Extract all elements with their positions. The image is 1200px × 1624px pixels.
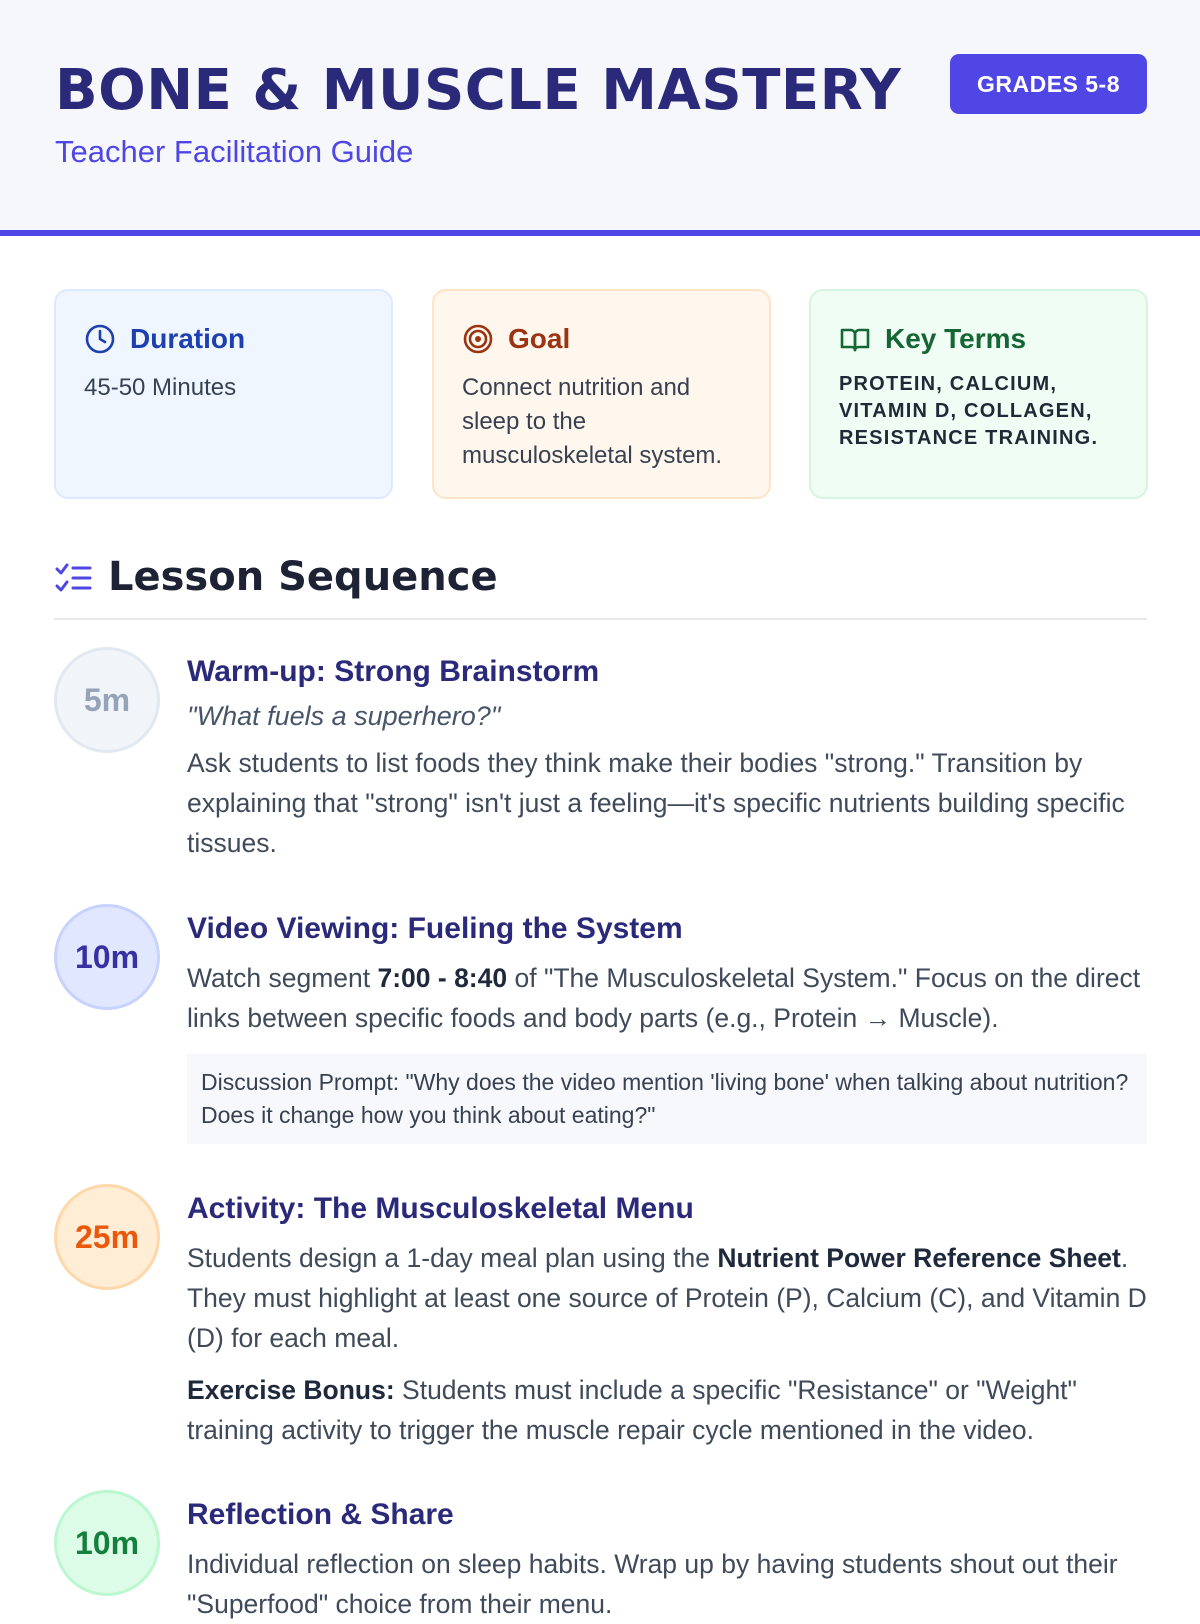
grade-badge: GRADES 5-8: [950, 54, 1147, 114]
key-terms-label: Key Terms: [885, 323, 1027, 354]
duration-label: Duration: [130, 323, 246, 354]
step-title: Video Viewing: Fueling the System: [187, 912, 683, 945]
key-terms-list: PROTEIN, CALCIUM, VITAMIN D, COLLAGEN, RESISTANCE TRAINING.: [839, 373, 1099, 449]
step-description: Individual reflection on sleep habits. Wrap up by having students shout out their "Superfood" choice from their menu.: [187, 1549, 1118, 1619]
lesson-sequence-heading: [54, 552, 1147, 620]
goal-label: Goal: [508, 323, 571, 354]
section-title: Lesson Sequence: [108, 554, 498, 600]
step-quote: "What fuels a superhero?": [187, 701, 501, 731]
step-title: Reflection & Share: [187, 1498, 454, 1531]
duration-value: 45-50 Minutes: [84, 374, 237, 401]
time-badge: 10m: [54, 1490, 160, 1596]
discussion-prompt: Discussion Prompt: "Why does the video mention 'living bone' when talking about nutrition? Does it change how you think about eating?": [187, 1054, 1147, 1144]
checklist-icon: [54, 560, 92, 598]
header: [0, 0, 1200, 236]
segment-timestamp: 7:00 - 8:40: [377, 963, 508, 993]
step-description: Watch segment 7:00 - 8:40 of "The Musculoskeletal System." Focus on the direct links between specific foods and body parts (e.g., Protein → Muscle).: [187, 963, 1141, 1033]
step-description: Students design a 1-day meal plan using the Nutrient Power Reference Sheet. They must highlight at least one source of Protein (P), Calcium (C), and Vitamin D (D) for each meal.: [187, 1243, 1147, 1353]
goal-text: Connect nutrition and sleep to the musculoskeletal system.: [462, 374, 723, 469]
page-subtitle: Teacher Facilitation Guide: [55, 134, 414, 169]
step-title: Warm-up: Strong Brainstorm: [187, 655, 600, 688]
time-badge: 5m: [54, 647, 160, 753]
goal-card: [432, 289, 771, 499]
target-icon: [462, 323, 494, 355]
clock-icon: [84, 323, 116, 355]
reference-sheet-name: Nutrient Power Reference Sheet: [717, 1243, 1121, 1273]
step-description: Ask students to list foods they think make their bodies "strong." Transition by explaining that "strong" isn't just a feeling—it's specific nutrients building specific tissues.: [187, 748, 1125, 858]
time-badge: 10m: [54, 904, 160, 1010]
step-title: Activity: The Musculoskeletal Menu: [187, 1192, 694, 1225]
exercise-bonus: Exercise Bonus: Students must include a specific "Resistance" or "Weight" training activity to trigger the muscle repair cycle mentioned in the video.: [187, 1375, 1077, 1445]
book-icon: [839, 323, 871, 355]
time-badge: 25m: [54, 1184, 160, 1290]
page-title: BONE & MUSCLE MASTERY: [55, 58, 902, 123]
key-terms-card: [809, 289, 1148, 499]
duration-card: [54, 289, 393, 499]
